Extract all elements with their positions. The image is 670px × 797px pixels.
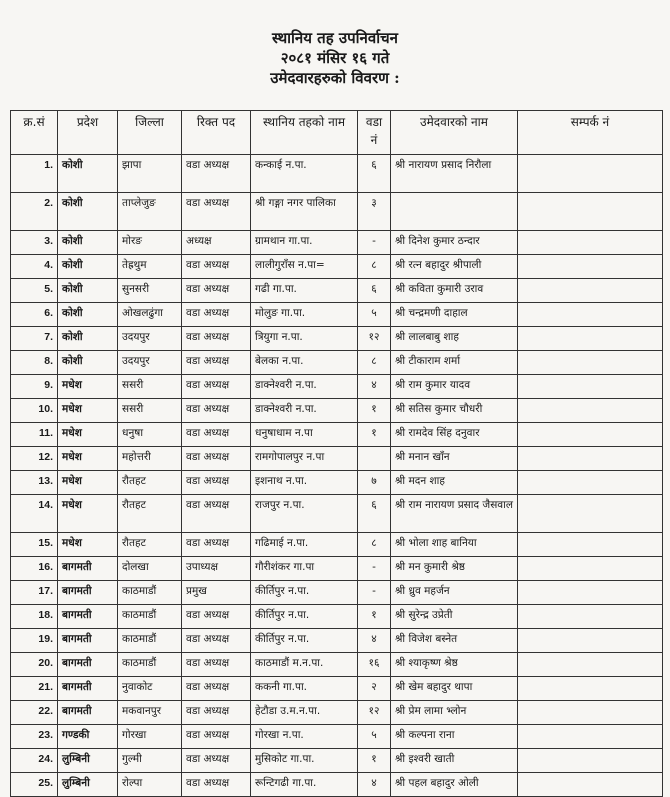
district-cell: काठमाडौं [118,653,182,677]
serial-cell: 25. [11,773,58,797]
candidate-cell: श्री लालबाबु शाह [391,327,518,351]
table-row [11,773,663,797]
ward-cell [358,447,391,471]
province-cell: बागमती [58,677,118,701]
serial-cell: 2. [11,193,58,231]
table-row [11,303,663,327]
local-body-cell: डाक्नेश्वरी न.पा. [251,375,358,399]
serial-cell: 22. [11,701,58,725]
candidate-cell: श्री दिनेश कुमार ठन्दार [391,231,518,255]
serial-cell: 8. [11,351,58,375]
ward-cell: २ [358,677,391,701]
local-body-cell: कीर्तिपुर न.पा. [251,629,358,653]
province-cell: मधेश [58,399,118,423]
table-row [11,399,663,423]
contact-cell [518,279,663,303]
candidate-cell: श्री विजेश बस्नेत [391,629,518,653]
candidate-cell: श्री पहल बहादुर ओली [391,773,518,797]
local-body-cell: मोलुङ गा.पा. [251,303,358,327]
post-cell: वडा अध्यक्ष [182,351,251,375]
contact-cell [518,327,663,351]
ward-cell: - [358,557,391,581]
ward-cell: १ [358,605,391,629]
province-cell: कोशी [58,351,118,375]
local-body-cell: कीर्तिपुर न.पा. [251,581,358,605]
serial-cell: 7. [11,327,58,351]
serial-cell: 6. [11,303,58,327]
ward-cell: ६ [358,279,391,303]
heading-title: स्थानिय तह उपनिर्वाचन [272,29,398,47]
header-contact: सम्पर्क नं [518,111,663,155]
district-cell: मोरङ [118,231,182,255]
contact-cell [518,653,663,677]
table-row [11,725,663,749]
post-cell: वडा अध्यक्ष [182,495,251,533]
serial-cell: 16. [11,557,58,581]
local-body-cell: कन्काई न.पा. [251,155,358,193]
ward-cell: १ [358,423,391,447]
serial-cell: 20. [11,653,58,677]
serial-cell: 1. [11,155,58,193]
header-local-body: स्थानिय तहको नाम [251,111,358,155]
district-cell: महोत्तरी [118,447,182,471]
province-cell: मधेश [58,375,118,399]
local-body-cell: कीर्तिपुर न.पा. [251,605,358,629]
local-body-cell: धनुषाधाम न.पा [251,423,358,447]
candidate-cell: श्री रामदेव सिंह दनुवार [391,423,518,447]
contact-cell [518,533,663,557]
serial-cell: 11. [11,423,58,447]
serial-cell: 3. [11,231,58,255]
post-cell: वडा अध्यक्ष [182,677,251,701]
post-cell: अध्यक्ष [182,231,251,255]
district-cell: मकवानपुर [118,701,182,725]
table-row [11,471,663,495]
table-row [11,423,663,447]
district-cell: काठमाडौं [118,605,182,629]
table-row [11,193,663,231]
candidate-cell: श्री श्याकृष्ण श्रेष्ठ [391,653,518,677]
district-cell: नुवाकोट [118,677,182,701]
header-vacant-post: रिक्त पद [182,111,251,155]
header-province: प्रदेश [58,111,118,155]
header-ward: वडा नं [358,111,391,155]
header-district: जिल्ला [118,111,182,155]
province-cell: कोशी [58,279,118,303]
serial-cell: 23. [11,725,58,749]
local-body-cell: रामगोपालपुर न.पा [251,447,358,471]
candidate-cell [391,193,518,231]
local-body-cell: हेटौडा उ.म.न.पा. [251,701,358,725]
province-cell: बागमती [58,653,118,677]
ward-cell: १ [358,399,391,423]
post-cell: वडा अध्यक्ष [182,279,251,303]
contact-cell [518,155,663,193]
ward-cell: ५ [358,303,391,327]
local-body-cell: मुसिकोट गा.पा. [251,749,358,773]
table-row [11,351,663,375]
local-body-cell: लालीगुराँस न.पा= [251,255,358,279]
district-cell: उदयपुर [118,351,182,375]
contact-cell [518,351,663,375]
local-body-cell: रून्टिगढी गा.पा. [251,773,358,797]
contact-cell [518,193,663,231]
province-cell: बागमती [58,605,118,629]
serial-cell: 13. [11,471,58,495]
table-row [11,327,663,351]
candidate-cell: श्री चन्द्रमणी दाहाल [391,303,518,327]
province-cell: मधेश [58,423,118,447]
contact-cell [518,495,663,533]
local-body-cell: गढिमाई न.पा. [251,533,358,557]
province-cell: मधेश [58,495,118,533]
post-cell: वडा अध्यक्ष [182,533,251,557]
post-cell: वडा अध्यक्ष [182,471,251,495]
local-body-cell: बेलका न.पा. [251,351,358,375]
table-row [11,605,663,629]
serial-cell: 19. [11,629,58,653]
ward-cell: ५ [358,725,391,749]
table-row [11,375,663,399]
ward-cell: - [358,581,391,605]
table-body [11,155,663,797]
serial-cell: 5. [11,279,58,303]
district-cell: सुनसरी [118,279,182,303]
ward-cell: ८ [358,255,391,279]
ward-cell: ४ [358,375,391,399]
post-cell: वडा अध्यक्ष [182,653,251,677]
serial-cell: 24. [11,749,58,773]
post-cell: वडा अध्यक्ष [182,725,251,749]
serial-cell: 18. [11,605,58,629]
contact-cell [518,447,663,471]
table-row [11,653,663,677]
candidate-cell: श्री खेम बहादुर थापा [391,677,518,701]
post-cell: वडा अध्यक्ष [182,773,251,797]
ward-cell: १२ [358,701,391,725]
table-row [11,255,663,279]
local-body-cell: गौरीशंकर गा.पा [251,557,358,581]
candidate-cell: श्री नारायण प्रसाद निरौला [391,155,518,193]
post-cell: वडा अध्यक्ष [182,155,251,193]
ward-cell: ६ [358,495,391,533]
contact-cell [518,629,663,653]
district-cell: तेह्रथुम [118,255,182,279]
ward-cell: १६ [358,653,391,677]
table-row [11,677,663,701]
table-row [11,701,663,725]
candidate-cell: श्री सुरेन्द्र उप्रेती [391,605,518,629]
candidate-cell: श्री राम नारायण प्रसाद जैसवाल [391,495,518,533]
contact-cell [518,749,663,773]
serial-cell: 10. [11,399,58,423]
contact-cell [518,375,663,399]
post-cell: वडा अध्यक्ष [182,327,251,351]
ward-cell: ३ [358,193,391,231]
serial-cell: 14. [11,495,58,533]
post-cell: वडा अध्यक्ष [182,629,251,653]
local-body-cell: काठमाडौं म.न.पा. [251,653,358,677]
province-cell: कोशी [58,193,118,231]
serial-cell: 21. [11,677,58,701]
contact-cell [518,303,663,327]
province-cell: मधेश [58,447,118,471]
candidate-cell: श्री भोला शाह बानिया [391,533,518,557]
post-cell: वडा अध्यक्ष [182,255,251,279]
candidate-cell: श्री राम कुमार यादव [391,375,518,399]
district-cell: झापा [118,155,182,193]
contact-cell [518,557,663,581]
table-row [11,749,663,773]
serial-cell: 9. [11,375,58,399]
province-cell: कोशी [58,327,118,351]
post-cell: वडा अध्यक्ष [182,749,251,773]
district-cell: रौतहट [118,471,182,495]
post-cell: वडा अध्यक्ष [182,375,251,399]
candidate-cell: श्री मदन शाह [391,471,518,495]
local-body-cell: गोरखा न.पा. [251,725,358,749]
candidate-cell: श्री सतिस कुमार चौधरी [391,399,518,423]
post-cell: वडा अध्यक्ष [182,423,251,447]
local-body-cell: गढी गा.पा. [251,279,358,303]
candidate-cell: श्री इश्वरी खाती [391,749,518,773]
district-cell: उदयपुर [118,327,182,351]
contact-cell [518,677,663,701]
local-body-cell: डाक्नेश्वरी न.पा. [251,399,358,423]
candidate-cell: श्री रत्न बहादुर श्रीपाली [391,255,518,279]
ward-cell: - [358,231,391,255]
candidate-table [10,110,663,797]
contact-cell [518,605,663,629]
header-candidate: उमेदवारको नाम [391,111,518,155]
district-cell: काठमाडौं [118,629,182,653]
table-row [11,533,663,557]
table-row [11,581,663,605]
heading-date: २०८१ मंसिर १६ गते [280,49,390,67]
province-cell: बागमती [58,557,118,581]
table-header-row [11,111,663,155]
district-cell: ओखलढुंगा [118,303,182,327]
province-cell: बागमती [58,581,118,605]
local-body-cell: श्री गङ्गा नगर पालिका [251,193,358,231]
ward-cell: ४ [358,773,391,797]
ward-cell: ८ [358,351,391,375]
ward-cell: १ [358,749,391,773]
local-body-cell: राजपुर न.पा. [251,495,358,533]
contact-cell [518,231,663,255]
candidate-cell: श्री मनान खाँन [391,447,518,471]
district-cell: धनुषा [118,423,182,447]
ward-cell: ७ [358,471,391,495]
province-cell: मधेश [58,471,118,495]
post-cell: वडा अध्यक्ष [182,605,251,629]
post-cell: वडा अध्यक्ष [182,303,251,327]
district-cell: रौतहट [118,533,182,557]
post-cell: वडा अध्यक्ष [182,447,251,471]
table-row [11,279,663,303]
province-cell: बागमती [58,701,118,725]
serial-cell: 12. [11,447,58,471]
contact-cell [518,581,663,605]
contact-cell [518,725,663,749]
local-body-cell: ककनी गा.पा. [251,677,358,701]
ward-cell: ६ [358,155,391,193]
candidate-cell: श्री ध्रुव महर्जन [391,581,518,605]
table-row [11,155,663,193]
post-cell: वडा अध्यक्ष [182,399,251,423]
post-cell: वडा अध्यक्ष [182,701,251,725]
post-cell: वडा अध्यक्ष [182,193,251,231]
district-cell: रौतहट [118,495,182,533]
table-row [11,629,663,653]
district-cell: गोरखा [118,725,182,749]
heading-subtitle: उमेदवारहरुको विवरण : [270,69,400,87]
document-heading [0,28,670,88]
province-cell: कोशी [58,155,118,193]
contact-cell [518,471,663,495]
candidate-cell: श्री टीकाराम शर्मा [391,351,518,375]
province-cell: लुम्बिनी [58,749,118,773]
province-cell: गण्डकी [58,725,118,749]
table-row [11,557,663,581]
candidate-cell: श्री कविता कुमारी उराव [391,279,518,303]
province-cell: बागमती [58,629,118,653]
district-cell: गुल्मी [118,749,182,773]
contact-cell [518,423,663,447]
province-cell: कोशी [58,231,118,255]
table-row [11,231,663,255]
province-cell: मधेश [58,533,118,557]
contact-cell [518,399,663,423]
ward-cell: १२ [358,327,391,351]
district-cell: रोल्पा [118,773,182,797]
province-cell: लुम्बिनी [58,773,118,797]
local-body-cell: त्रियुगा न.पा. [251,327,358,351]
district-cell: दोलखा [118,557,182,581]
ward-cell: ८ [358,533,391,557]
table-row [11,495,663,533]
district-cell: ससरी [118,375,182,399]
table-row [11,447,663,471]
serial-cell: 15. [11,533,58,557]
candidate-cell: श्री प्रेम लामा भ्लोन [391,701,518,725]
header-serial: क्र.सं [11,111,58,155]
candidate-cell: श्री मन कुमारी श्रेष्ठ [391,557,518,581]
candidate-cell: श्री कल्पना राना [391,725,518,749]
local-body-cell: ग्रामथान गा.पा. [251,231,358,255]
district-cell: ससरी [118,399,182,423]
post-cell: प्रमुख [182,581,251,605]
post-cell: उपाध्यक्ष [182,557,251,581]
serial-cell: 17. [11,581,58,605]
local-body-cell: इशनाथ न.पा. [251,471,358,495]
district-cell: काठमाडौं [118,581,182,605]
district-cell: ताप्लेजुङ [118,193,182,231]
province-cell: कोशी [58,255,118,279]
contact-cell [518,701,663,725]
contact-cell [518,773,663,797]
ward-cell: ४ [358,629,391,653]
contact-cell [518,255,663,279]
serial-cell: 4. [11,255,58,279]
province-cell: कोशी [58,303,118,327]
